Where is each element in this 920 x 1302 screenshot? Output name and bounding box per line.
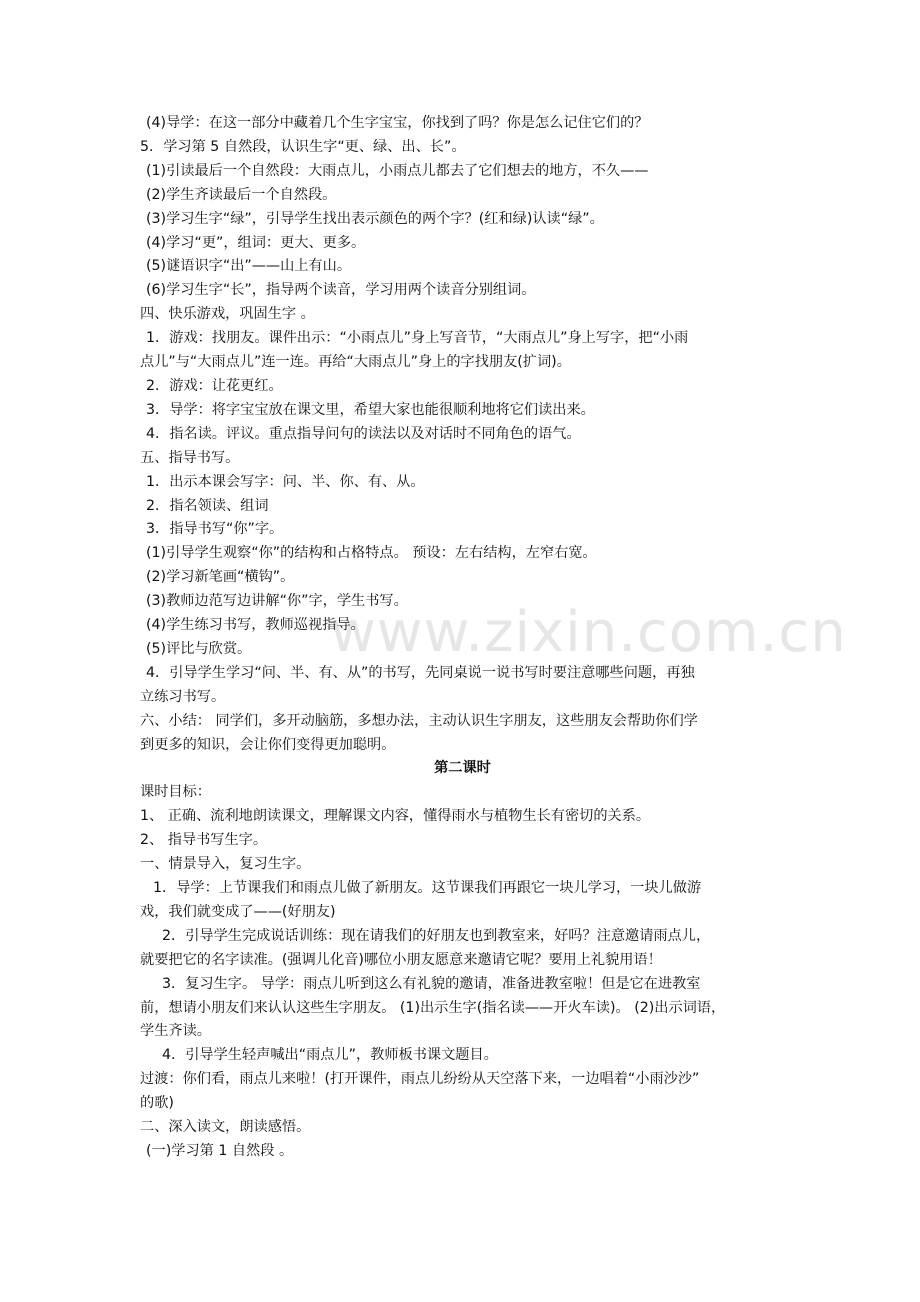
text-line: (3)教师边范写边讲解“你”字，学生书写。 <box>146 593 408 610</box>
text-line: 学生齐读。 <box>140 1023 211 1040</box>
text-line: 的歌) <box>140 1095 174 1112</box>
lesson-title: 第二课时 <box>434 760 491 777</box>
text-line: (2)学生齐读最后一个自然段。 <box>146 186 337 203</box>
text-line: (3)学习生字“绿”，引导学生找出表示颜色的两个字？(红和绿)认读“绿”。 <box>146 210 604 227</box>
text-line: (1)引导学生观察“你”的结构和占格特点。 预设：左右结构，左窄右宽。 <box>146 545 597 562</box>
text-line: (4)导学：在这一部分中藏着几个生字宝宝，你找到了吗？你是怎么记住它们的？ <box>146 115 649 131</box>
text-line: 3．复习生字。 导学：雨点儿听到这么有礼貌的邀请，准备进教室啦！但是它在进教室 <box>162 975 701 992</box>
text-line: 1．出示本课会写字：问、半、你、有、从。 <box>146 473 425 490</box>
text-line: 到更多的知识，会让你们变得更加聪明。 <box>140 736 396 753</box>
section-heading: 五、指导书写。 <box>140 449 240 466</box>
text-line: 4．引导学生学习“问、半、有、从”的书写，先同桌说一说书写时要注意哪些问题，再独 <box>146 664 695 681</box>
text-line: (6)学习生字“长”，指导两个读音，学习用两个读音分别组词。 <box>146 282 536 299</box>
text-line: (5)谜语识字“出”——山上有山。 <box>146 258 352 275</box>
text-line: 过渡：你们看，雨点儿来啦！(打开课件，雨点儿纷纷从天空落下来，一边唱着“小雨沙沙” <box>140 1071 700 1088</box>
text-line: (4)学习“更”，组词：更大、更多。 <box>146 234 366 251</box>
text-line: 5．学习第 5 自然段，认识生字“更、绿、出、长”。 <box>140 138 466 155</box>
text-line: 3．导学：将字宝宝放在课文里，希望大家也能很顺利地将它们读出来。 <box>146 401 595 418</box>
text-line: 戏，我们就变成了——(好朋友) <box>140 903 336 920</box>
text-line: 点儿”与“大雨点儿”连一连。再给“大雨点儿”身上的字找朋友(扩词)。 <box>140 354 571 371</box>
text-line: 3．指导书写“你”字。 <box>146 521 284 538</box>
text-line: 2．游戏：让花更红。 <box>146 377 283 394</box>
text-line: 4．指名读。评议。重点指导问句的读法以及对话时不同角色的语气。 <box>146 425 581 442</box>
text-line: 课时目标： <box>140 784 211 801</box>
watermark-text: www.zixin.com.cn <box>330 600 847 665</box>
text-line: 2．引导学生完成说话训练：现在请我们的好朋友也到教室来，好吗？注意邀请雨点儿， <box>162 927 711 944</box>
text-line: (4)学生练习书写，教师巡视指导。 <box>146 617 365 634</box>
section-heading: 二、深入读文，朗读感悟。 <box>140 1119 311 1136</box>
text-line: (5)评比与欣赏。 <box>146 640 252 657</box>
text-line: 1．游戏：找朋友。课件出示：“小雨点儿”身上写音节，“大雨点儿”身上写字，把“小雨 <box>146 330 689 347</box>
section-heading: 一、情景导入，复习生字。 <box>140 856 311 873</box>
section-heading: 六、小结： 同学们，多开动脑筋，多想办法，主动认识生字朋友，这些朋友会帮助你们学 <box>140 712 698 729</box>
text-line: 2．指名领读、组词 <box>146 497 269 514</box>
text-line: (一)学习第 1 自然段 。 <box>146 1142 294 1159</box>
text-line: 2、 指导书写生字。 <box>140 832 268 849</box>
text-line: 立练习书写。 <box>140 688 226 705</box>
text-line: 1．导学：上节课我们和雨点儿做了新朋友。这节课我们再跟它一块儿学习，一块儿做游 <box>153 880 702 896</box>
text-line: 就要把它的名字读准。(强调儿化音)哪位小朋友愿意来邀请它呢？要用上礼貌用语！ <box>140 951 662 968</box>
text-line: (1)引读最后一个自然段：大雨点儿，小雨点儿都去了它们想去的地方，不久—— <box>146 162 649 179</box>
document-page <box>140 112 785 1164</box>
text-line: 1、 正确、流利地朗读课文，理解课文内容，懂得雨水与植物生长有密切的关系。 <box>140 808 651 825</box>
text-line: (2)学习新笔画“横钩”。 <box>146 569 295 586</box>
text-line: 前，想请小朋友们来认认这些生字朋友。 (1)出示生字(指名读——开火车读)。 (2)出示词语， <box>140 999 726 1016</box>
text-line: 4．引导学生轻声喊出“雨点儿”，教师板书课文题目。 <box>162 1047 498 1064</box>
section-heading: 四、快乐游戏，巩固生字 。 <box>140 306 315 323</box>
